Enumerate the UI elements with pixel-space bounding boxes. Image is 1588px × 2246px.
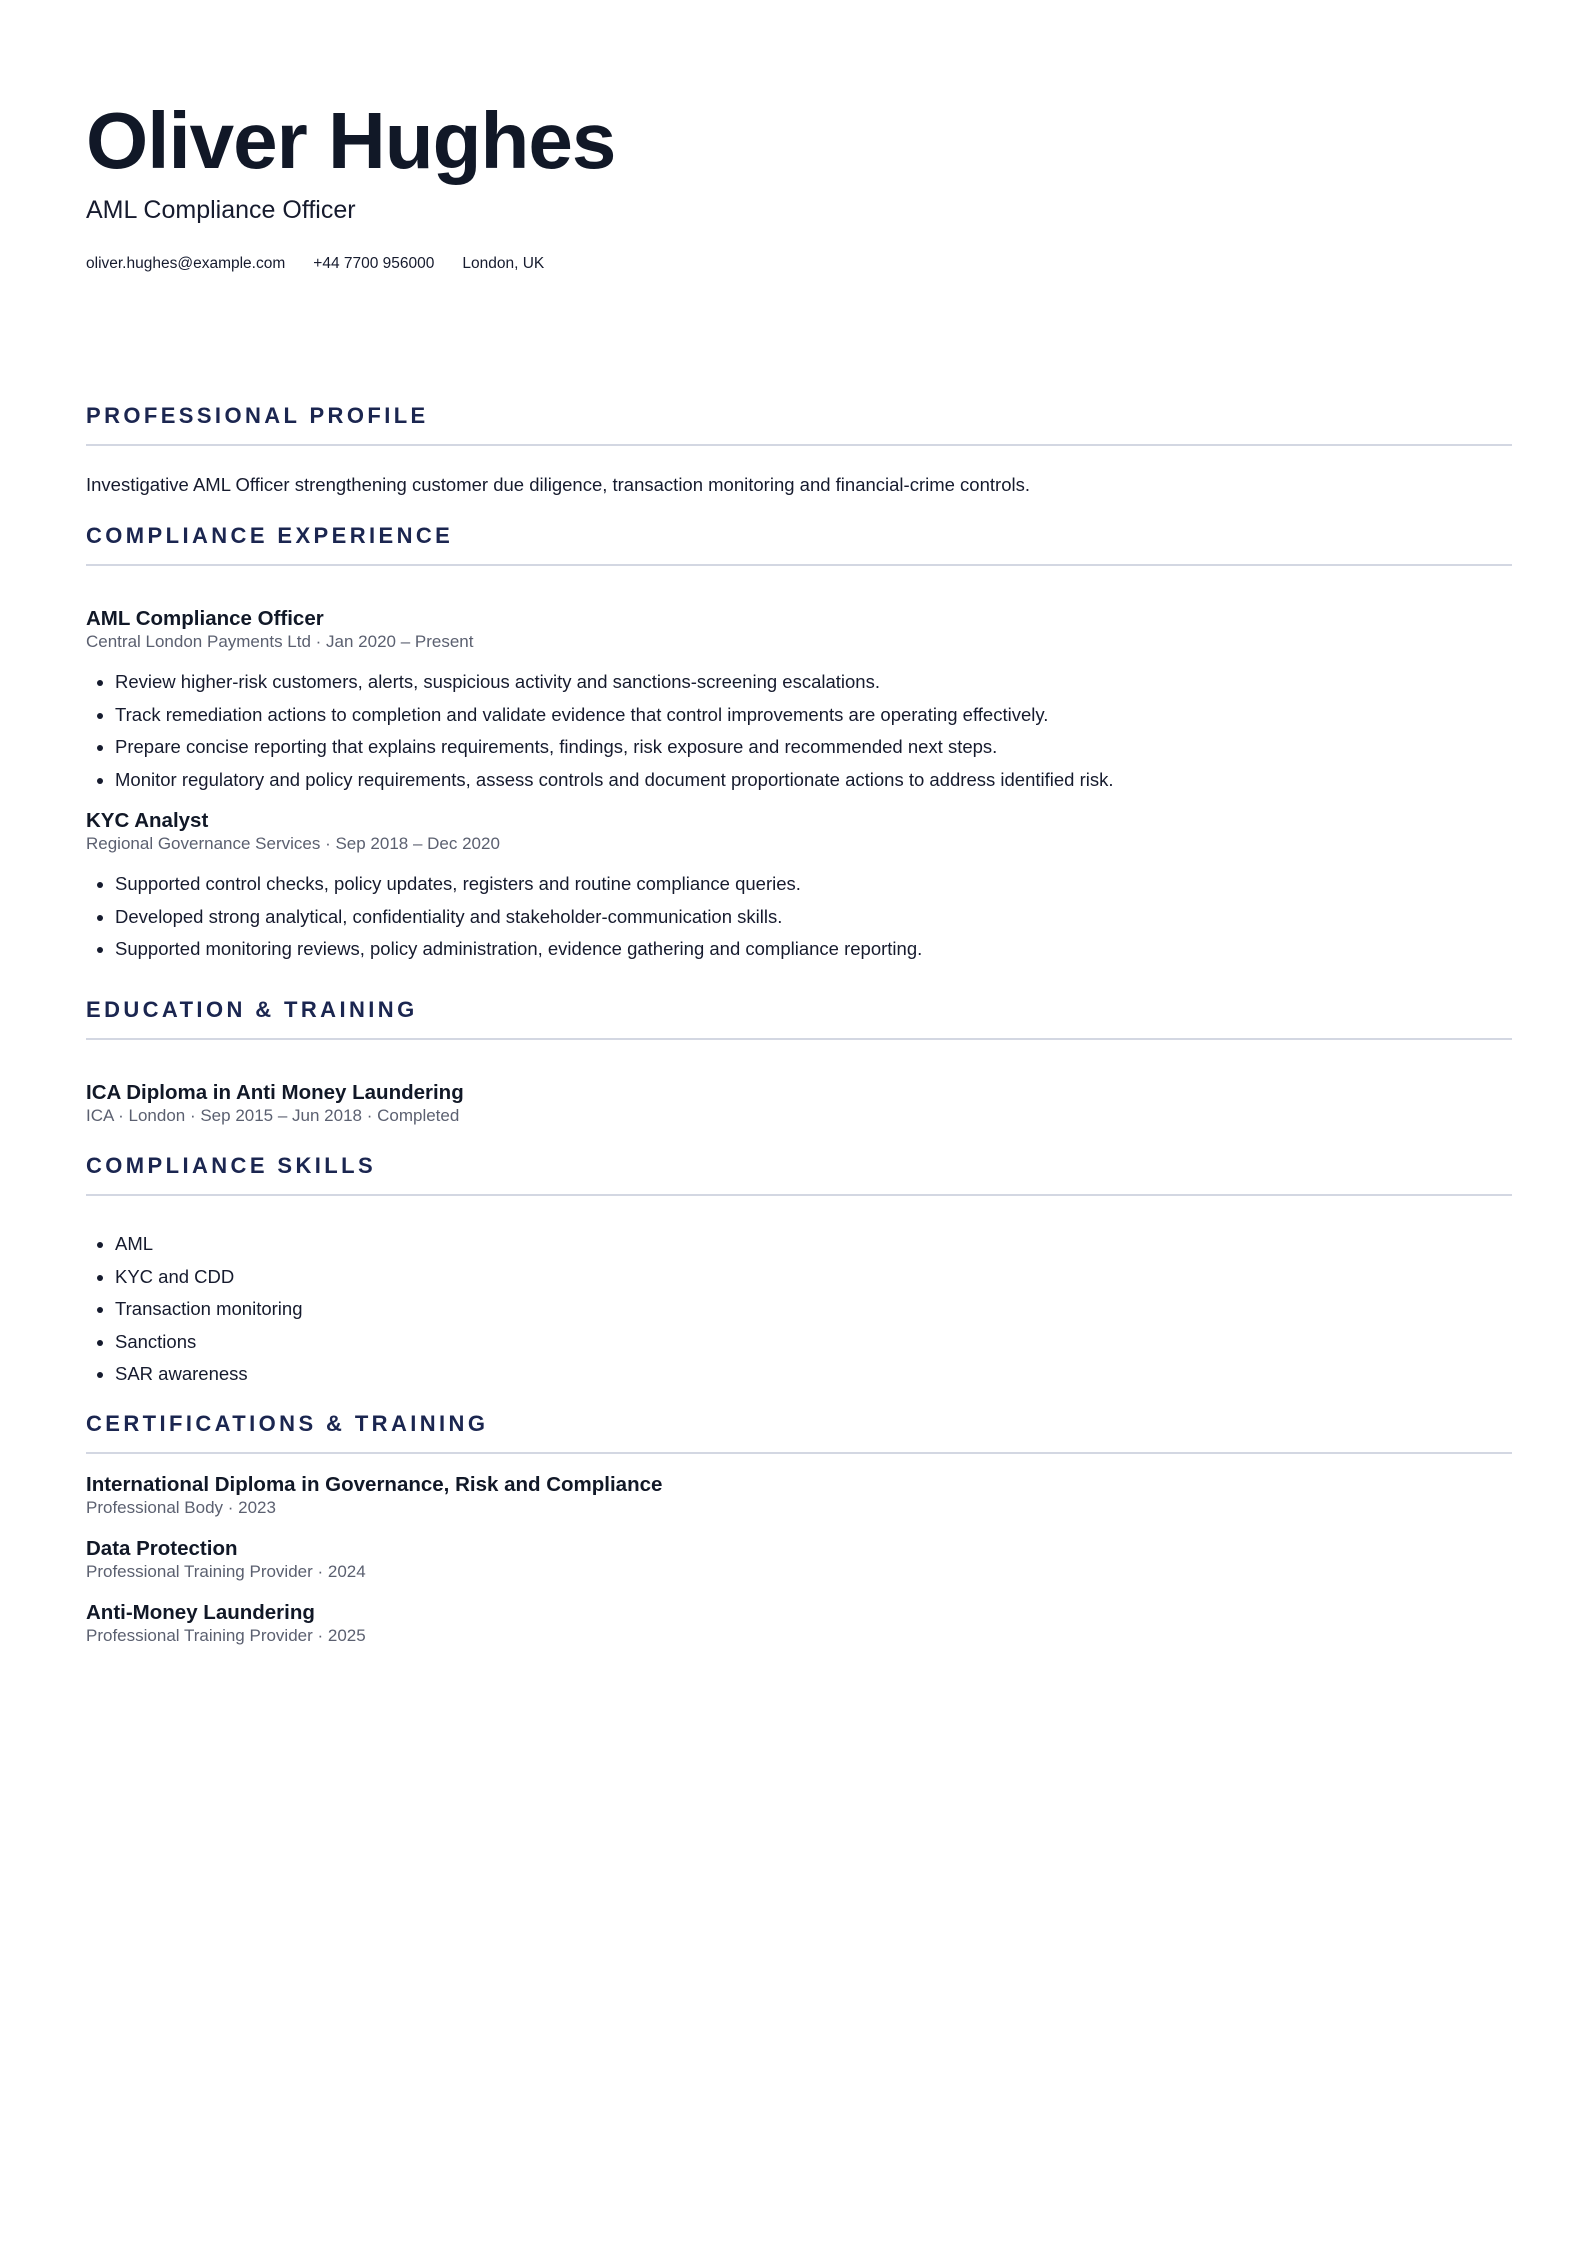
job-title: KYC Analyst — [86, 809, 209, 832]
section-title-certifications: CERTIFICATIONS & TRAINING — [86, 1410, 1512, 1454]
certification-meta: Professional Body · 2023 — [86, 1498, 276, 1517]
section-skills — [86, 1152, 1512, 1391]
skill-item: • Sanctions — [115, 1326, 1512, 1359]
section-title-experience: COMPLIANCE EXPERIENCE — [86, 522, 1512, 566]
certification-entry — [86, 1472, 1512, 1518]
section-title-profile: PROFESSIONAL PROFILE — [86, 402, 1512, 446]
job-bullets — [86, 666, 1512, 796]
education-entry — [86, 1080, 1512, 1126]
certification-entry — [86, 1600, 1512, 1646]
certification-meta: Professional Training Provider · 2025 — [86, 1626, 366, 1645]
section-certifications — [86, 1410, 1512, 1646]
job-entry — [86, 606, 1512, 796]
job-entry — [86, 808, 1512, 966]
job-bullet: • Review higher-risk customers, alerts, suspicious activity and sanctions-screening escalations. — [115, 666, 1512, 699]
contact-email[interactable]: oliver.hughes@example.com — [86, 255, 286, 272]
job-bullet: • Supported monitoring reviews, policy administration, evidence gathering and compliance reporting. — [115, 933, 1512, 966]
skills-list — [86, 1228, 1512, 1391]
job-meta: Central London Payments Ltd · Jan 2020 – Present — [86, 632, 474, 651]
job-bullets — [86, 868, 1512, 966]
certification-title: Anti-Money Laundering — [86, 1601, 315, 1624]
certification-meta: Professional Training Provider · 2024 — [86, 1562, 366, 1581]
contact-phone[interactable]: +44 7700 956000 — [313, 255, 435, 272]
candidate-name: Oliver Hughes — [86, 96, 616, 185]
contact-location: London, UK — [462, 255, 545, 272]
section-experience — [86, 522, 1512, 966]
job-title: AML Compliance Officer — [86, 607, 324, 630]
certification-entry — [86, 1536, 1512, 1582]
section-profile — [86, 402, 1512, 498]
section-education — [86, 996, 1512, 1126]
skill-item: • Transaction monitoring — [115, 1293, 1512, 1326]
contact-line — [86, 254, 544, 274]
job-bullet: • Prepare concise reporting that explains requirements, findings, risk exposure and recommended next steps. — [115, 731, 1512, 764]
job-bullet: • Supported control checks, policy updates, registers and routine compliance queries. — [115, 868, 1512, 901]
candidate-role: AML Compliance Officer — [86, 196, 356, 224]
job-bullet: • Developed strong analytical, confidentiality and stakeholder-communication skills. — [115, 901, 1512, 934]
certification-title: International Diploma in Governance, Risk and Compliance — [86, 1473, 663, 1496]
section-title-education: EDUCATION & TRAINING — [86, 996, 1512, 1040]
certification-title: Data Protection — [86, 1537, 238, 1560]
job-bullet: • Monitor regulatory and policy requirements, assess controls and document proportionate actions to address identified risk. — [115, 764, 1512, 797]
job-bullet: • Track remediation actions to completion and validate evidence that control improvements are operating effectively. — [115, 699, 1512, 732]
job-meta: Regional Governance Services · Sep 2018 – Dec 2020 — [86, 834, 500, 853]
education-meta: ICA · London · Sep 2015 – Jun 2018 · Completed — [86, 1106, 460, 1125]
skill-item: • SAR awareness — [115, 1358, 1512, 1391]
profile-text: Investigative AML Officer strengthening customer due diligence, transaction monitoring and financial-crime controls. — [86, 474, 1030, 495]
skill-item: • AML — [115, 1228, 1512, 1261]
section-title-skills: COMPLIANCE SKILLS — [86, 1152, 1512, 1196]
skill-item: • KYC and CDD — [115, 1261, 1512, 1294]
education-title: ICA Diploma in Anti Money Laundering — [86, 1081, 464, 1104]
